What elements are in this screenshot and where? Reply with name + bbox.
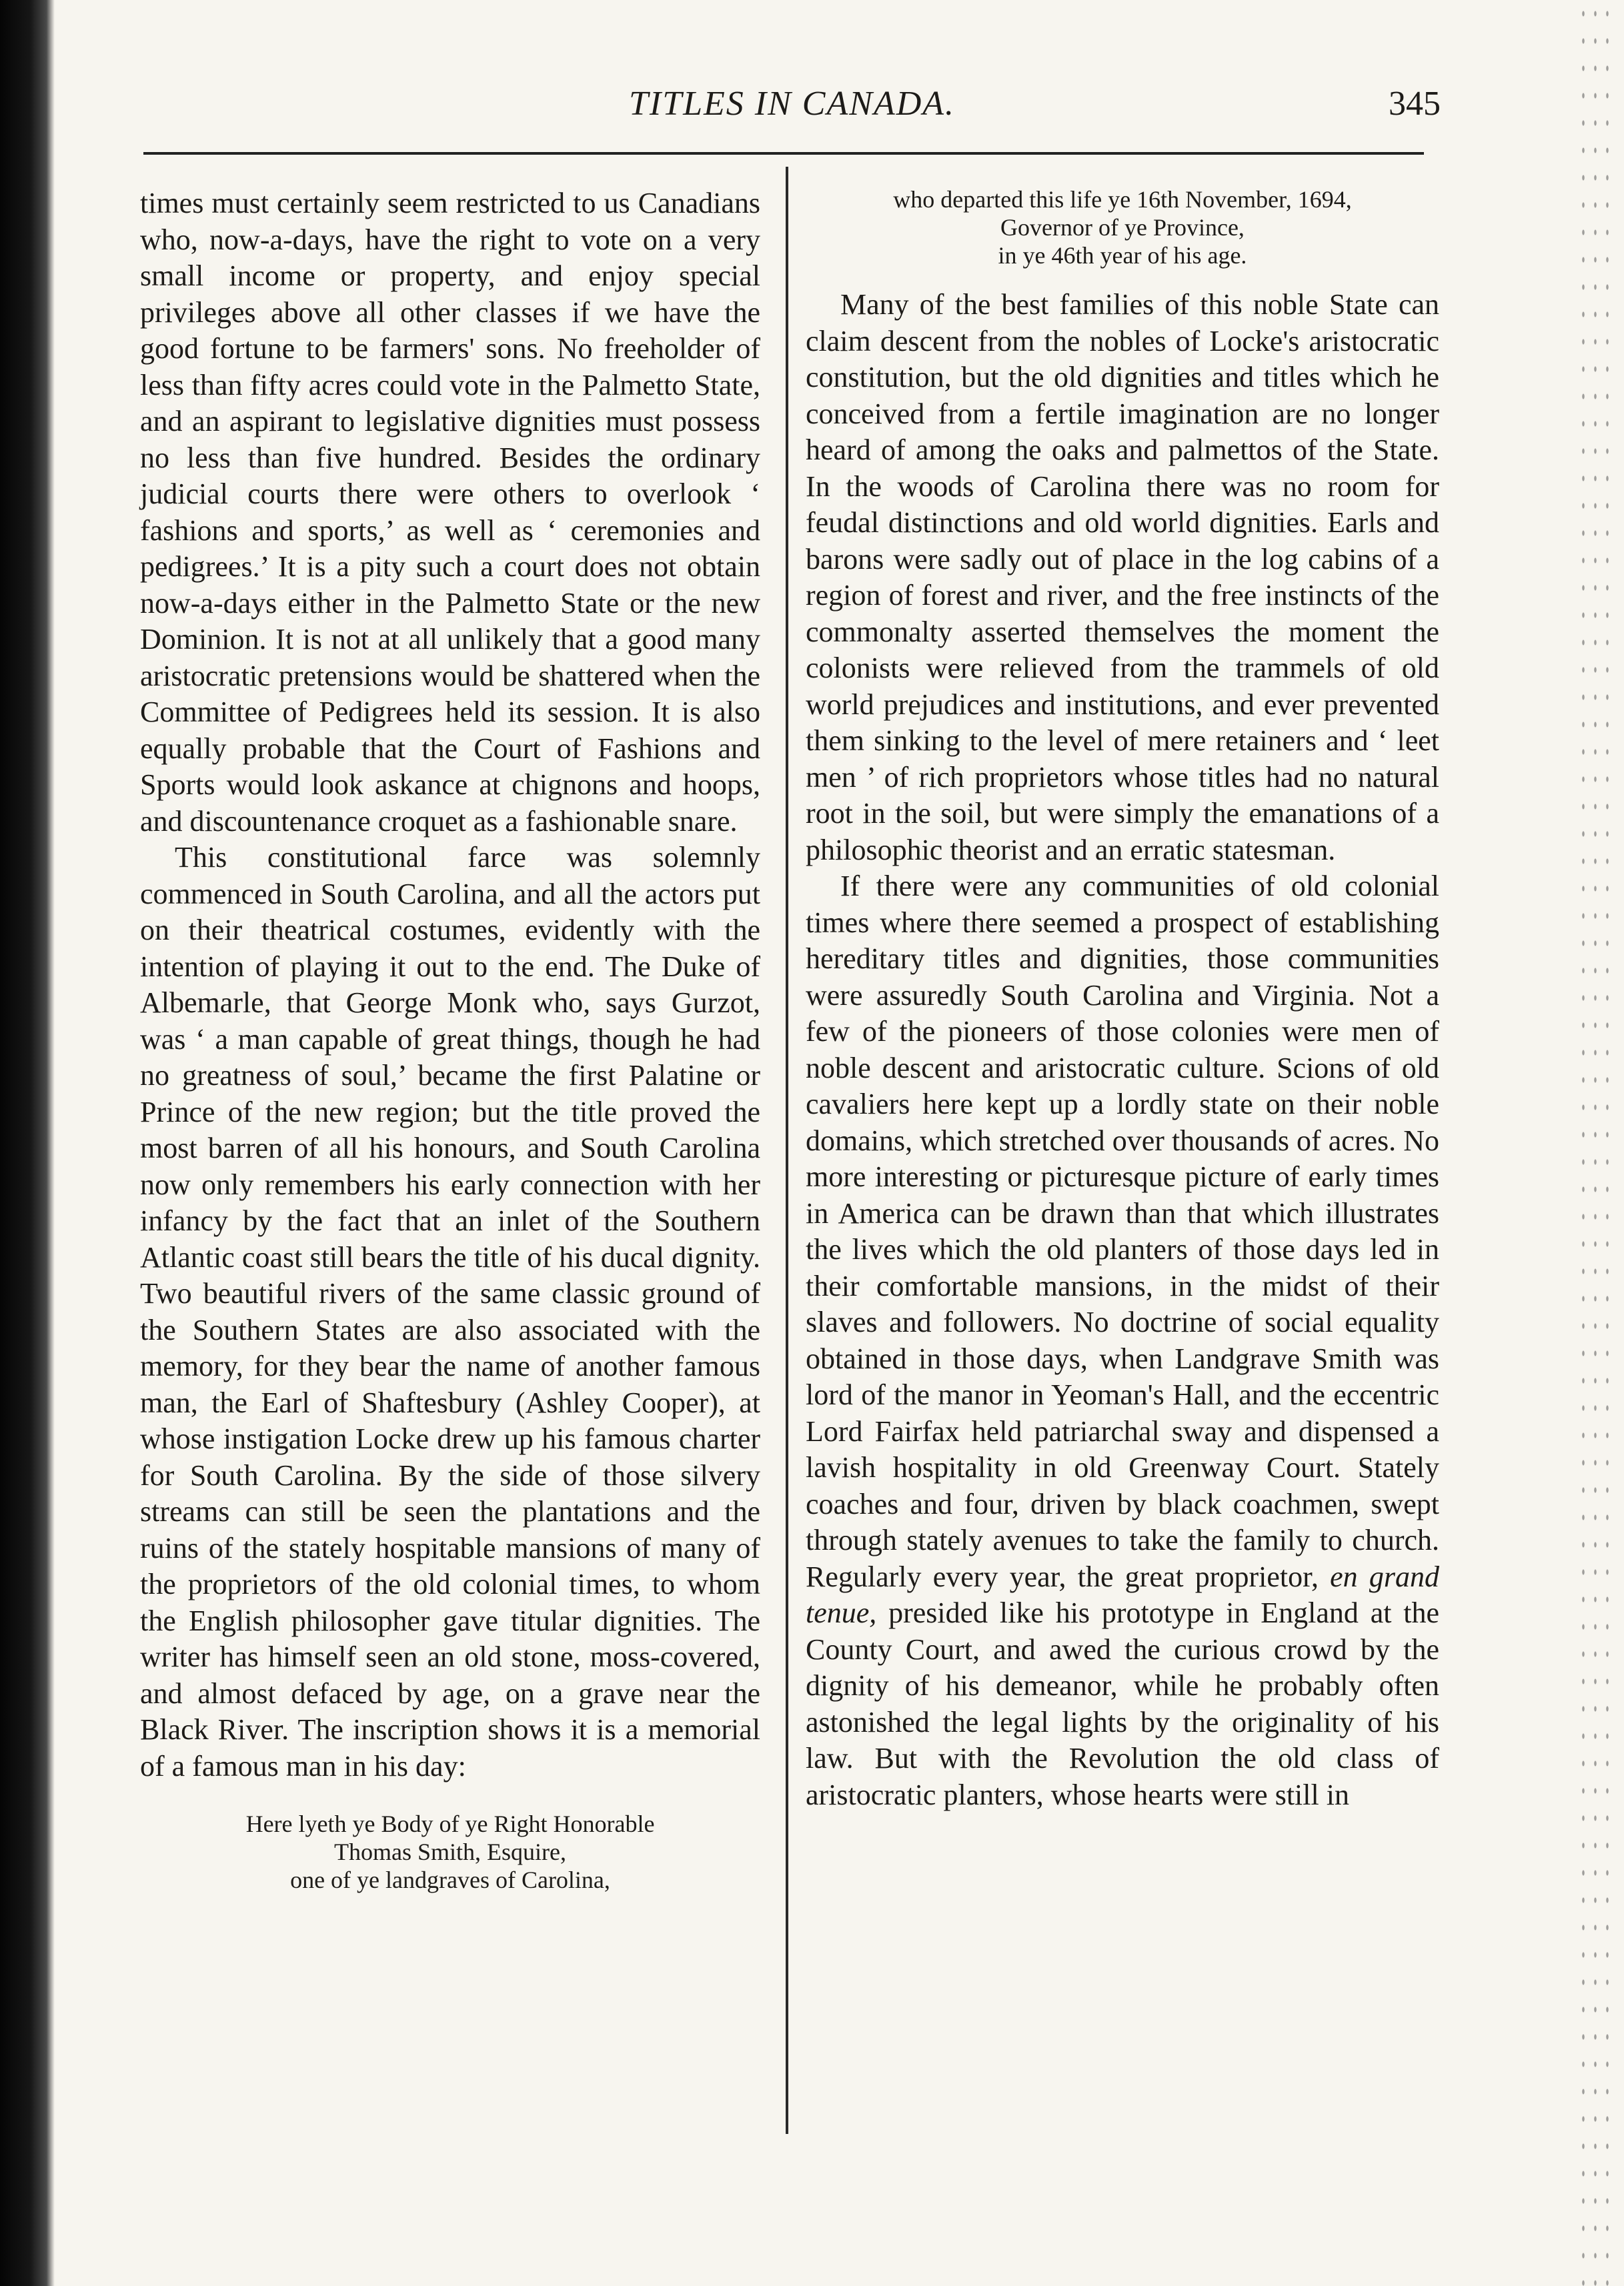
inscription-continued bbox=[806, 185, 1439, 269]
paragraph bbox=[806, 868, 1439, 1813]
inscription-line: who departed this life ye 16th November, 1694, bbox=[893, 186, 1352, 213]
paragraph-text: presided like his prototype in England at the County Court, and awed the curious crowd by the dignity of his demeanor, while he probably often astonished the legal lights by the originality of his law. But with the Revolution the old class of aristocratic planters, whose hearts were still in bbox=[806, 1596, 1439, 1811]
page-header bbox=[143, 84, 1441, 131]
inscription-line: in ye 46th year of his age. bbox=[998, 242, 1247, 269]
paragraph: This constitutional farce was solemnly commenced in South Carolina, and all the actors put on their theatrical costumes, evidently with the intention of playing it out to the end. The Duke of Albemarle, that George Monk who, says Gurzot, was ‘ a man capable of great things, though he had no greatness of soul,’ became the first Palatine or Prince of the new region; but the title proved the most barren of all his honours, and South Carolina now only remembers his early connection with her infancy by the fact that an inlet of the Southern Atlantic coast still bears the title of his ducal dignity. Two beautiful rivers of the same classic ground of the Southern States are also associated with the memory, for they bear the name of another famous man, the Earl of Shaftesbury (Ashley Cooper), at whose instigation Locke drew up his famous charter for South Carolina. By the side of those silvery streams can still be seen the plantations and the ruins of the stately hospitable mansions of many of the proprietors of the old colonial times, to whom the English philosopher gave titular dignities. The writer has himself seen an old stone, moss-covered, and almost defaced by age, on a grave near the Black River. The inscription shows it is a memorial of a famous man in his day: bbox=[140, 841, 760, 1783]
inscription-line: Here lyeth ye Body of ye Right Honorable bbox=[245, 1811, 655, 1837]
right-column bbox=[806, 185, 1439, 1813]
page-edge-specks bbox=[1577, 0, 1617, 2286]
page-number: 345 bbox=[1389, 85, 1441, 123]
header-rule bbox=[143, 152, 1424, 155]
inscription-line: Governor of ye Province, bbox=[1000, 214, 1245, 241]
inscription-line: one of ye landgraves of Carolina, bbox=[290, 1867, 610, 1893]
running-title: TITLES IN CANADA. bbox=[628, 85, 956, 123]
paragraph: times must certainly seem restricted to us Canadians who, now-a-days, have the right to vote on a very small income or property, and enjoy special privileges above all other classes if we have the good fortune to be farmers' sons. No freeholder of less than fifty acres could vote in the Palmetto State, and an aspirant to legislative dignities must possess no less than five hundred. Besides the ordinary judicial courts there were others to overlook ‘ fashions and sports,’ as well as ‘ ceremonies and pedigrees.’ It is a pity such a court does not obtain now-a-days either in the Palmetto State or the new Dominion. It is not at all unlikely that a good many aristocratic pretensions would be shattered when the Committee of Pedigrees held its session. It is also equally probable that the Court of Fashions and Sports would look askance at chignons and hoops, and discountenance croquet as a fashionable snare. bbox=[140, 187, 760, 838]
book-binding-edge bbox=[0, 0, 55, 2286]
italic-phrase: en grand tenue, bbox=[806, 1560, 1439, 1629]
left-column bbox=[140, 185, 760, 1894]
paragraph: Many of the best families of this noble State can claim descent from the nobles of Locke's aristocratic constitution, but the old dignities and titles which he conceived from a fertile imagination are no longer heard of among the oaks and palmettos of the State. In the woods of Carolina there was no room for feudal distinctions and old world dignities. Earls and barons were sadly out of place in the log cabins of a region of forest and river, and the free instincts of the commonalty asserted themselves the moment the colonists were relieved from the trammels of old world prejudices and institutions, and ever prevented them sinking to the level of mere retainers and ‘ leet men ’ of rich proprietors whose titles had no natural root in the soil, but were simply the emanations of a philosophic theorist and an erratic statesman. bbox=[806, 288, 1439, 866]
paragraph-text: If there were any communities of old colonial times where there seemed a prospect of establishing hereditary titles and dignities, those communities were assuredly South Carolina and Virginia. Not a few of the pioneers of those colonies were men of noble descent and aristocratic culture. Scions of old cavaliers here kept up a lordly state on their noble domains, which stretched over thousands of acres. No more interesting or picturesque picture of early times in America can be drawn than that which illustrates the lives which the old planters of those days led in their comfortable mansions, in the midst of their slaves and followers. No doctrine of social equality obtained in those days, when Landgrave Smith was lord of the manor in Yeoman's Hall, and the eccentric Lord Fairfax held patriarchal sway and dispensed a lavish hospitality in old Greenway Court. Stately coaches and four, driven by black coachmen, swept through stately avenues to take the family to church. Regularly every year, the great proprietor, bbox=[806, 870, 1439, 1593]
inscription-line: Thomas Smith, Esquire, bbox=[334, 1839, 566, 1865]
column-divider bbox=[786, 167, 788, 2134]
inscription bbox=[140, 1810, 760, 1894]
